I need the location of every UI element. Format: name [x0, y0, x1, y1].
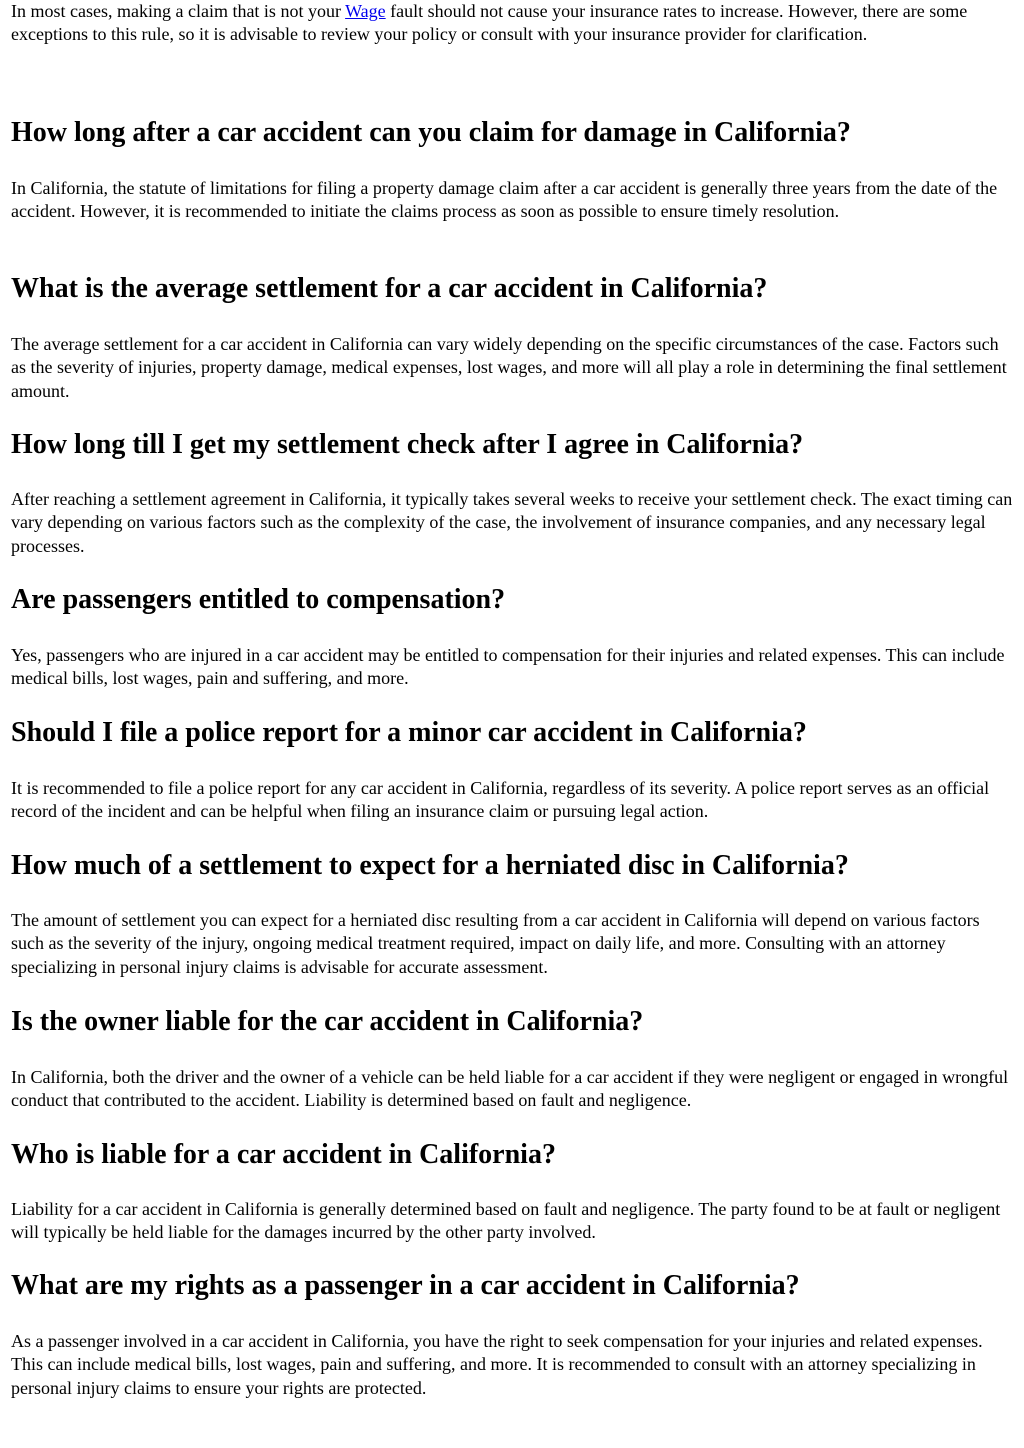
section-heading: Is the owner liable for the car accident in California? [11, 1006, 644, 1037]
section-paragraph: The amount of settlement you can expect for a herniated disc resulting from a car accident in California will depend on various factors such as the severity of the injury, ongoing medical treatment required, impact on daily life, and more. Consulting with an attorney specializing in personal injury claims is advisable for accurate assessment. [11, 910, 980, 977]
section-paragraph: Liability for a car accident in California is generally determined based on fault and negligence. The party found to be at fault or negligent will typically be held liable for the damages incurred by the other party involved. [11, 1199, 1001, 1243]
section-paragraph: Yes, passengers who are injured in a car accident may be entitled to compensation for their injuries and related expenses. This can include medical bills, lost wages, pain and suffering, and more. [11, 645, 1005, 689]
section-paragraph: As a passenger involved in a car accident in California, you have the right to seek compensation for your injuries and related expenses. This can include medical bills, lost wages, pain and suffering, and more. It is recommended to consult with an attorney specializing in personal injury claims to ensure your rights are protected. [11, 1331, 983, 1398]
section-paragraph: The average settlement for a car accident in California can vary widely depending on the specific circumstances of the case. Factors such as the severity of injuries, property damage, medical expenses, lost wages, and more will all play a role in determining the final settlement amount. [11, 334, 1007, 401]
section-heading: Are passengers entitled to compensation? [11, 584, 506, 615]
wage-link[interactable]: Wage [345, 1, 386, 21]
section-heading: What are my rights as a passenger in a car accident in California? [11, 1270, 800, 1301]
intro-text-before: In most cases, making a claim that is not your [11, 1, 346, 21]
section-heading: Who is liable for a car accident in California? [11, 1139, 556, 1170]
section-paragraph: It is recommended to file a police report for any car accident in California, regardless of its severity. A police report serves as an official record of the incident and can be helpful when filing an insurance claim or pursuing legal action. [11, 778, 990, 822]
section-paragraph: After reaching a settlement agreement in California, it typically takes several weeks to receive your settlement check. The exact timing can vary depending on various factors such as the complexity of the case, the involvement of insurance companies, and any necessary legal processes. [11, 489, 1013, 556]
section-heading: How much of a settlement to expect for a herniated disc in California? [11, 850, 849, 881]
intro-paragraph [11, 0, 1013, 47]
section-heading: Should I file a police report for a minor car accident in California? [11, 717, 807, 748]
section-paragraph: In California, the statute of limitations for filing a property damage claim after a car accident is generally three years from the date of the accident. However, it is recommended to initiate the claims process as soon as possible to ensure timely resolution. [11, 178, 998, 222]
section-paragraph: In California, both the driver and the owner of a vehicle can be held liable for a car accident if they were negligent or engaged in wrongful conduct that contributed to the accident. Liability is determined based on fault and negligence. [11, 1067, 1009, 1111]
intro-text-after: fault should not cause your insurance rates to increase. However, there are some exceptions to this rule, so it is advisable to review your policy or consult with your insurance provider for clarification. [11, 1, 968, 45]
section-heading: How long till I get my settlement check after I agree in California? [11, 429, 804, 460]
section-heading: What is the average settlement for a car accident in California? [11, 273, 768, 304]
section-heading: How long after a car accident can you claim for damage in California? [11, 117, 851, 148]
